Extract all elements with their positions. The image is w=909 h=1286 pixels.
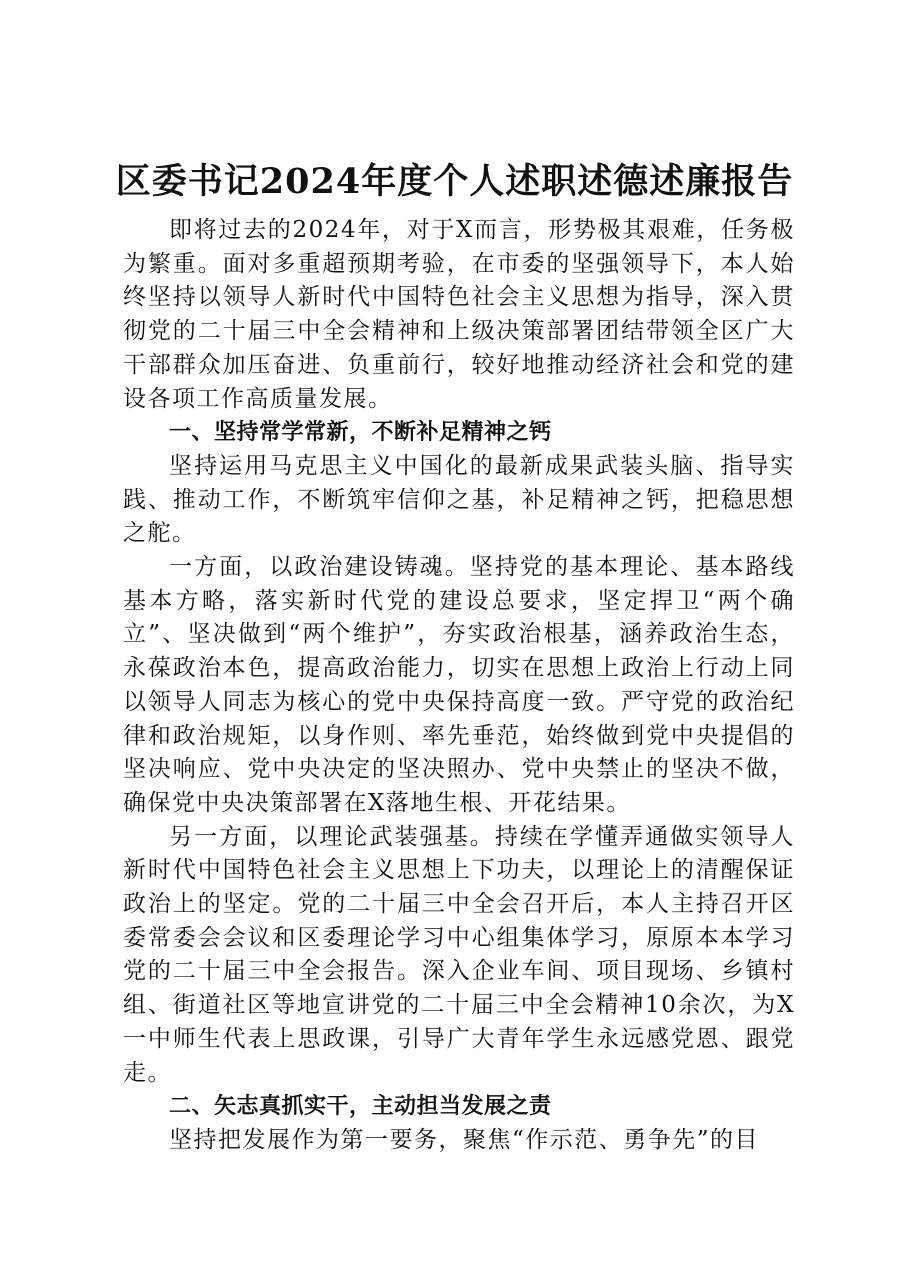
document-title: 区委书记2024年度个人述职述德述廉报告: [115, 161, 794, 202]
intro-paragraph: 即将过去的2024年，对于X而言，形势极其艰难，任务极为繁重。面对多重超预期考验，在市委的坚强领导下，本人始终坚持以领导人新时代中国特色社会主义思想为指导，深入贯彻党的二十届三中全会精神和上级决策部署团结带领全区广大干部群众加压奋进、负重前行，较好地推动经济社会和党的建设各项工作高质量发展。: [123, 217, 795, 412]
section-1-paragraph: 另一方面，以理论武装强基。持续在学懂弄通做实领导人新时代中国特色社会主义思想上下功夫，以理论上的清醒保证政治上的坚定。党的二十届三中全会召开后，本人主持召开区委常委会会议和区委理论学习中心组集体学习，原原本本学习党的二十届三中全会报告。深入企业车间、项目现场、乡镇村组、街道社区等地宣讲党的二十届三中全会精神10余次，为X一中师生代表上思政课，引导广大青年学生永远感党恩、跟党走。: [123, 823, 795, 1086]
document-body: [123, 214, 795, 1158]
section-2-paragraph: 坚持把发展作为第一要务，聚焦“作示范、勇争先”的目: [169, 1126, 760, 1153]
section-1-paragraph: 一方面，以政治建设铸魂。坚持党的基本理论、基本路线基本方略，落实新时代党的建设总要求，坚定捍卫“两个确立”、坚决做到“两个维护”，夯实政治根基，涵养政治生态，永葆政治本色，提高政治能力，切实在思想上政治上行动上同以领导人同志为核心的党中央保持高度一致。严守党的政治纪律和政治规矩，以身作则、率先垂范，始终做到党中央提倡的坚决响应、党中央决定的坚决照办、党中央禁止的坚决不做，确保党中央决策部署在X落地生根、开花结果。: [123, 554, 795, 816]
section-1-paragraph: 坚持运用马克思主义中国化的最新成果武装头脑、指导实践、推动工作，不断筑牢信仰之基，补足精神之钙，把稳思想之舵。: [123, 452, 795, 547]
section-heading-2: 二、矢志真抓实干，主动担当发展之责: [169, 1094, 552, 1120]
section-heading-1: 一、坚持常学常新，不断补足精神之钙: [169, 420, 552, 446]
